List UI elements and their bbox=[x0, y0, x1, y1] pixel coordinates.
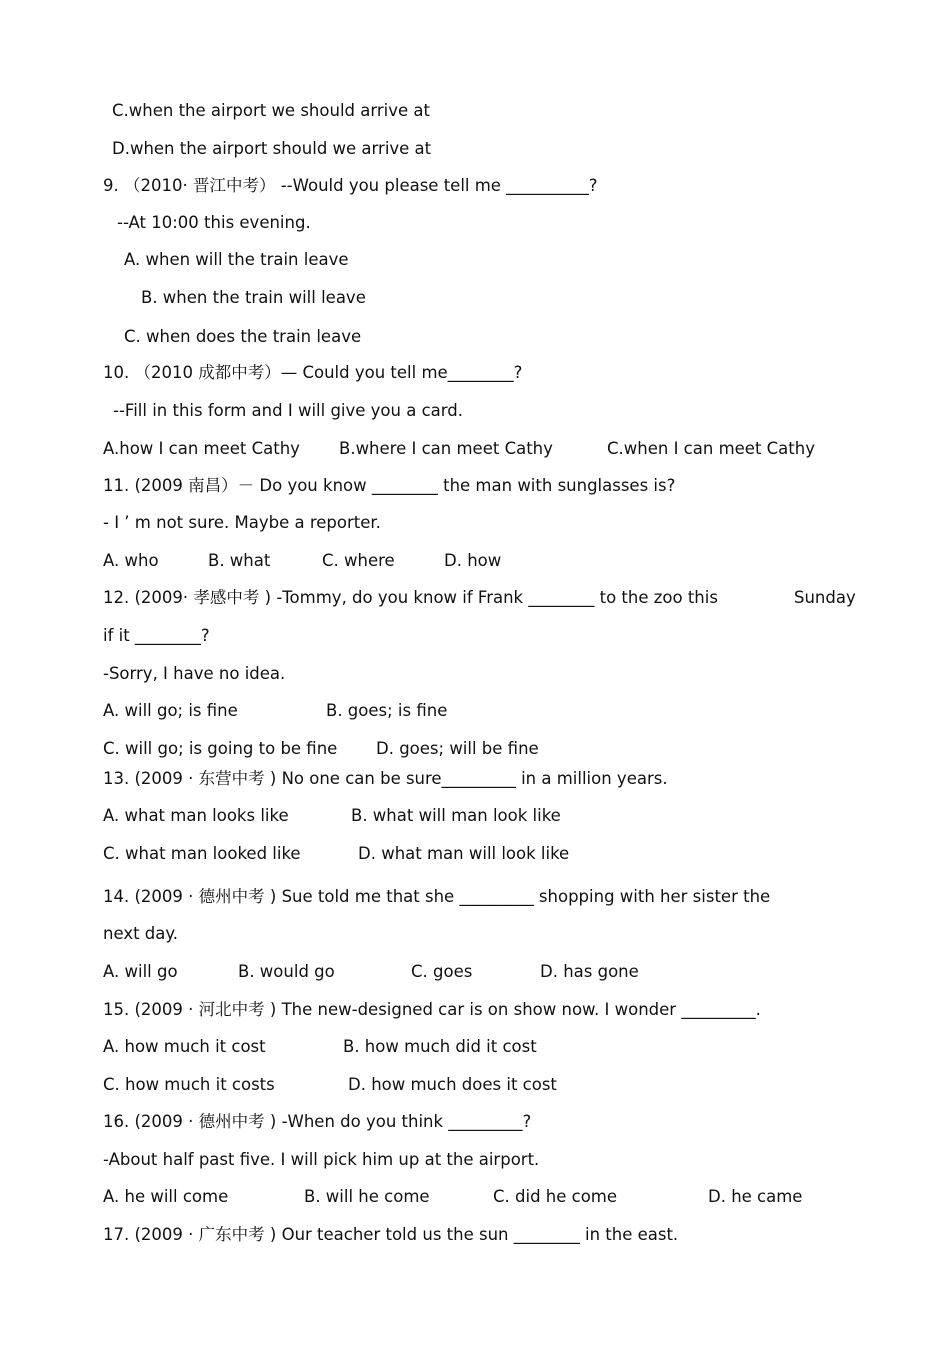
option-text: A. what man looks like bbox=[103, 806, 289, 825]
option-text: Sunday bbox=[794, 588, 856, 607]
line-text: 16. (2009 · 德州中考 ) -When do you think _________? bbox=[103, 1112, 532, 1131]
line-text: C.when the airport we should arrive at bbox=[112, 101, 430, 120]
option-text: D. he came bbox=[708, 1187, 803, 1206]
option-text: D. what man will look like bbox=[358, 844, 570, 863]
option-text: D. goes; will be fine bbox=[376, 739, 539, 758]
option-text: B. what bbox=[208, 551, 271, 570]
line-text: -Sorry, I have no idea. bbox=[103, 664, 286, 683]
option-text: B. would go bbox=[238, 962, 335, 981]
line-text: D.when the airport should we arrive at bbox=[112, 139, 432, 158]
line-text: next day. bbox=[103, 924, 179, 943]
option-text: B. how much did it cost bbox=[343, 1037, 537, 1056]
line-text: -About half past five. I will pick him up at the airport. bbox=[103, 1150, 540, 1169]
option-text: A. who bbox=[103, 551, 159, 570]
line-text: --Fill in this form and I will give you a card. bbox=[113, 401, 463, 420]
line-text: 15. (2009 · 河北中考 ) The new-designed car is on show now. I wonder _________. bbox=[103, 1000, 761, 1019]
line-text: 14. (2009 · 德州中考 ) Sue told me that she _________ shopping with her sister the bbox=[103, 887, 771, 906]
option-text: A.how I can meet Cathy bbox=[103, 439, 300, 458]
line-text: C. when does the train leave bbox=[124, 327, 362, 346]
option-text: A. how much it cost bbox=[103, 1037, 266, 1056]
option-text: C. how much it costs bbox=[103, 1075, 275, 1094]
option-text: A. will go bbox=[103, 962, 178, 981]
line-text: 11. (2009 南昌）－ Do you know ________ the man with sunglasses is? bbox=[103, 476, 676, 495]
option-text: C. what man looked like bbox=[103, 844, 301, 863]
line-text: B. when the train will leave bbox=[141, 288, 366, 307]
line-text: 10. （2010 成都中考）— Could you tell me________? bbox=[103, 363, 523, 382]
option-text: D. has gone bbox=[540, 962, 639, 981]
option-text: A. he will come bbox=[103, 1187, 229, 1206]
option-text: A. will go; is fine bbox=[103, 701, 238, 720]
option-text: 12. (2009· 孝感中考 ) -Tommy, do you know if Frank ________ to the zoo this bbox=[103, 588, 718, 607]
line-text: 9. （2010· 晋江中考） --Would you please tell me __________? bbox=[103, 176, 598, 195]
option-text: D. how much does it cost bbox=[348, 1075, 557, 1094]
line-text: if it ________? bbox=[103, 626, 210, 645]
line-text: --At 10:00 this evening. bbox=[117, 213, 311, 232]
option-text: B.where I can meet Cathy bbox=[339, 439, 553, 458]
line-text: - I ’ m not sure. Maybe a reporter. bbox=[103, 513, 381, 532]
option-text: C.when I can meet Cathy bbox=[607, 439, 815, 458]
option-text: B. will he come bbox=[304, 1187, 430, 1206]
line-text: A. when will the train leave bbox=[124, 250, 349, 269]
option-text: D. how bbox=[444, 551, 502, 570]
option-text: B. goes; is fine bbox=[326, 701, 448, 720]
option-text: C. did he come bbox=[493, 1187, 618, 1206]
option-text: C. goes bbox=[411, 962, 473, 981]
line-text: 13. (2009 · 东营中考 ) No one can be sure_________ in a million years. bbox=[103, 769, 668, 788]
option-text: C. where bbox=[322, 551, 395, 570]
line-text: 17. (2009 · 广东中考 ) Our teacher told us the sun ________ in the east. bbox=[103, 1225, 679, 1244]
option-text: C. will go; is going to be fine bbox=[103, 739, 338, 758]
option-text: B. what will man look like bbox=[351, 806, 561, 825]
